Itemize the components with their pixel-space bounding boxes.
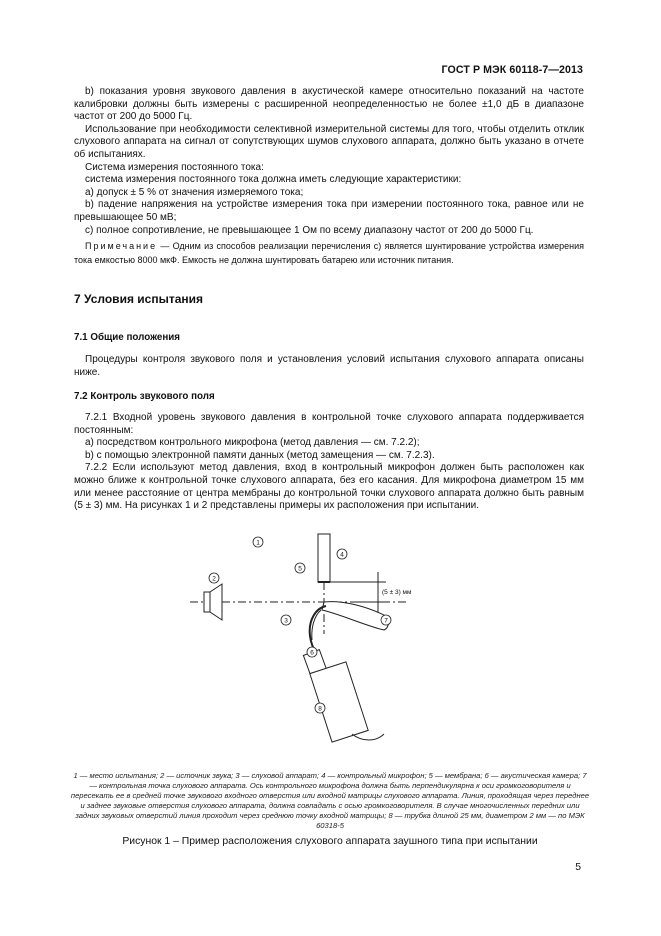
label-7: 7 [384,617,388,625]
sound-source-cone [210,584,222,620]
tube-end [352,734,384,740]
reference-microphone [318,534,330,582]
section-7-2-body [74,412,584,513]
paragraph-7-2-1: 7.2.1 Входной уровень звукового давления в контрольной точке слухового аппарата поддерживается постоянным: [74,412,584,436]
tube-cylinder [310,662,368,742]
note-paragraph: Примечание — Одним из способов реализации перечисления с) является шунтирование устройства измерения тока емкостью 8000 мкФ. Емкость не должна шунтировать батарею или источник питания. [74,241,584,266]
dimension-label: (5 ± 3) мм [382,589,412,596]
figure-1-caption: Рисунок 1 – Пример расположения слухового аппарата заушного типа при испытании [122,836,538,847]
label-6: 6 [310,649,314,657]
figure-1-legend: 1 — место испытания; 2 — источник звука; 3 — слуховой аппарат; 4 — контрольный микрофон; 5 — мембрана; 6 — акустическая камера; 7 — контрольная точка слухового аппарата. Ось контрольного микрофона должна быть перпендикулярна к оси громкоговорителя и пересекать ее в средней точке звукового входного отверстия или входной матрицы слухового аппарата. Линия, проходящая через переднее и заднее звуковые отверстия слухового аппарата, должна совпадать с осью громкоговорителя. В случае многочисленных передних или задних звуковых отверстий линия проходит через среднюю точку входной матрицы; 8 — трубка длиной 25 мм, диаметром 2 мм — по МЭК 60318-5 [70,771,590,830]
paragraph-7-2-2: 7.2.2 Если используют метод давления, вход в контрольный микрофон должен быть расположен как можно ближе к контрольной точке слухового аппарата, без его касания. Для микрофона диаметром 15 мм или менее расстояние от центра мембраны до контрольной точки слухового аппарата должно быть равным (5 ± 3) мм. На рисунках 1 и 2 представлены примеры их расположения при испытании. [74,462,584,512]
list-item-b: b) падение напряжения на устройстве измерения тока при измерении постоянного тока, равное или не превышающее 50 мВ; [74,199,584,223]
label-2: 2 [212,575,216,583]
list-item-7-2-1-a: а) посредством контрольного микрофона (метод давления — см. 7.2.2); [85,437,420,449]
section-7-1-body [74,354,584,379]
label-1: 1 [256,539,260,547]
section-7-2-title: 7.2 Контроль звукового поля [74,391,215,402]
label-5: 5 [298,565,302,573]
note-label: Примечание [85,241,158,252]
section-7-1-title: 7.1 Общие положения [74,332,181,343]
figure-1-diagram [190,528,450,758]
intro-block [74,86,584,267]
list-item-7-2-1-b: b) с помощью электронной памяти данных (метод замещения — см. 7.2.3). [85,449,435,461]
paragraph-dc-title: Система измерения постоянного тока: [85,161,264,173]
label-8: 8 [318,705,322,713]
document-code-header: ГОСТ Р МЭК 60118-7—2013 [441,64,583,76]
label-4: 4 [340,551,344,559]
list-item-a: а) допуск ± 5 % от значения измеряемого тока; [85,186,304,198]
section-7-title: 7 Условия испытания [74,292,203,306]
section-7-1-text: Процедуры контроля звукового поля и установления условий испытания слухового аппарата описаны ниже. [74,354,584,378]
label-3: 3 [284,617,288,625]
note-text: Одним из способов реализации перечисления с) является шунтирование устройства измерения тока емкостью 8000 мкФ. Емкость не должна шунтировать батарею или источник питания. [74,241,584,266]
hearing-aid-setup-drawing [190,528,450,758]
list-item-c: с) полное сопротивление, не превышающее 1 Ом по всему диапазону частот от 200 до 5000 Гц. [85,224,534,236]
sound-source-body [204,592,210,612]
paragraph-selective-system: Использование при необходимости селективной измерительной системы для того, чтобы отделить отклик слухового аппарата на сигнал от сопутствующих шумов слухового аппарата, должно быть указано в отчете об испытаниях. [74,123,584,160]
page-number: 5 [575,862,581,873]
paragraph-dc-requirements: система измерения постоянного тока должна иметь следующие характеристики: [85,174,462,186]
paragraph-b-calibration: b) показания уровня звукового давления в акустической камере относительно показаний на частоте калибровки должны быть измерены с расширенной неопределенностью не более ±1,0 дБ в диапазоне частот от 200 до 5000 Гц. [74,86,584,123]
